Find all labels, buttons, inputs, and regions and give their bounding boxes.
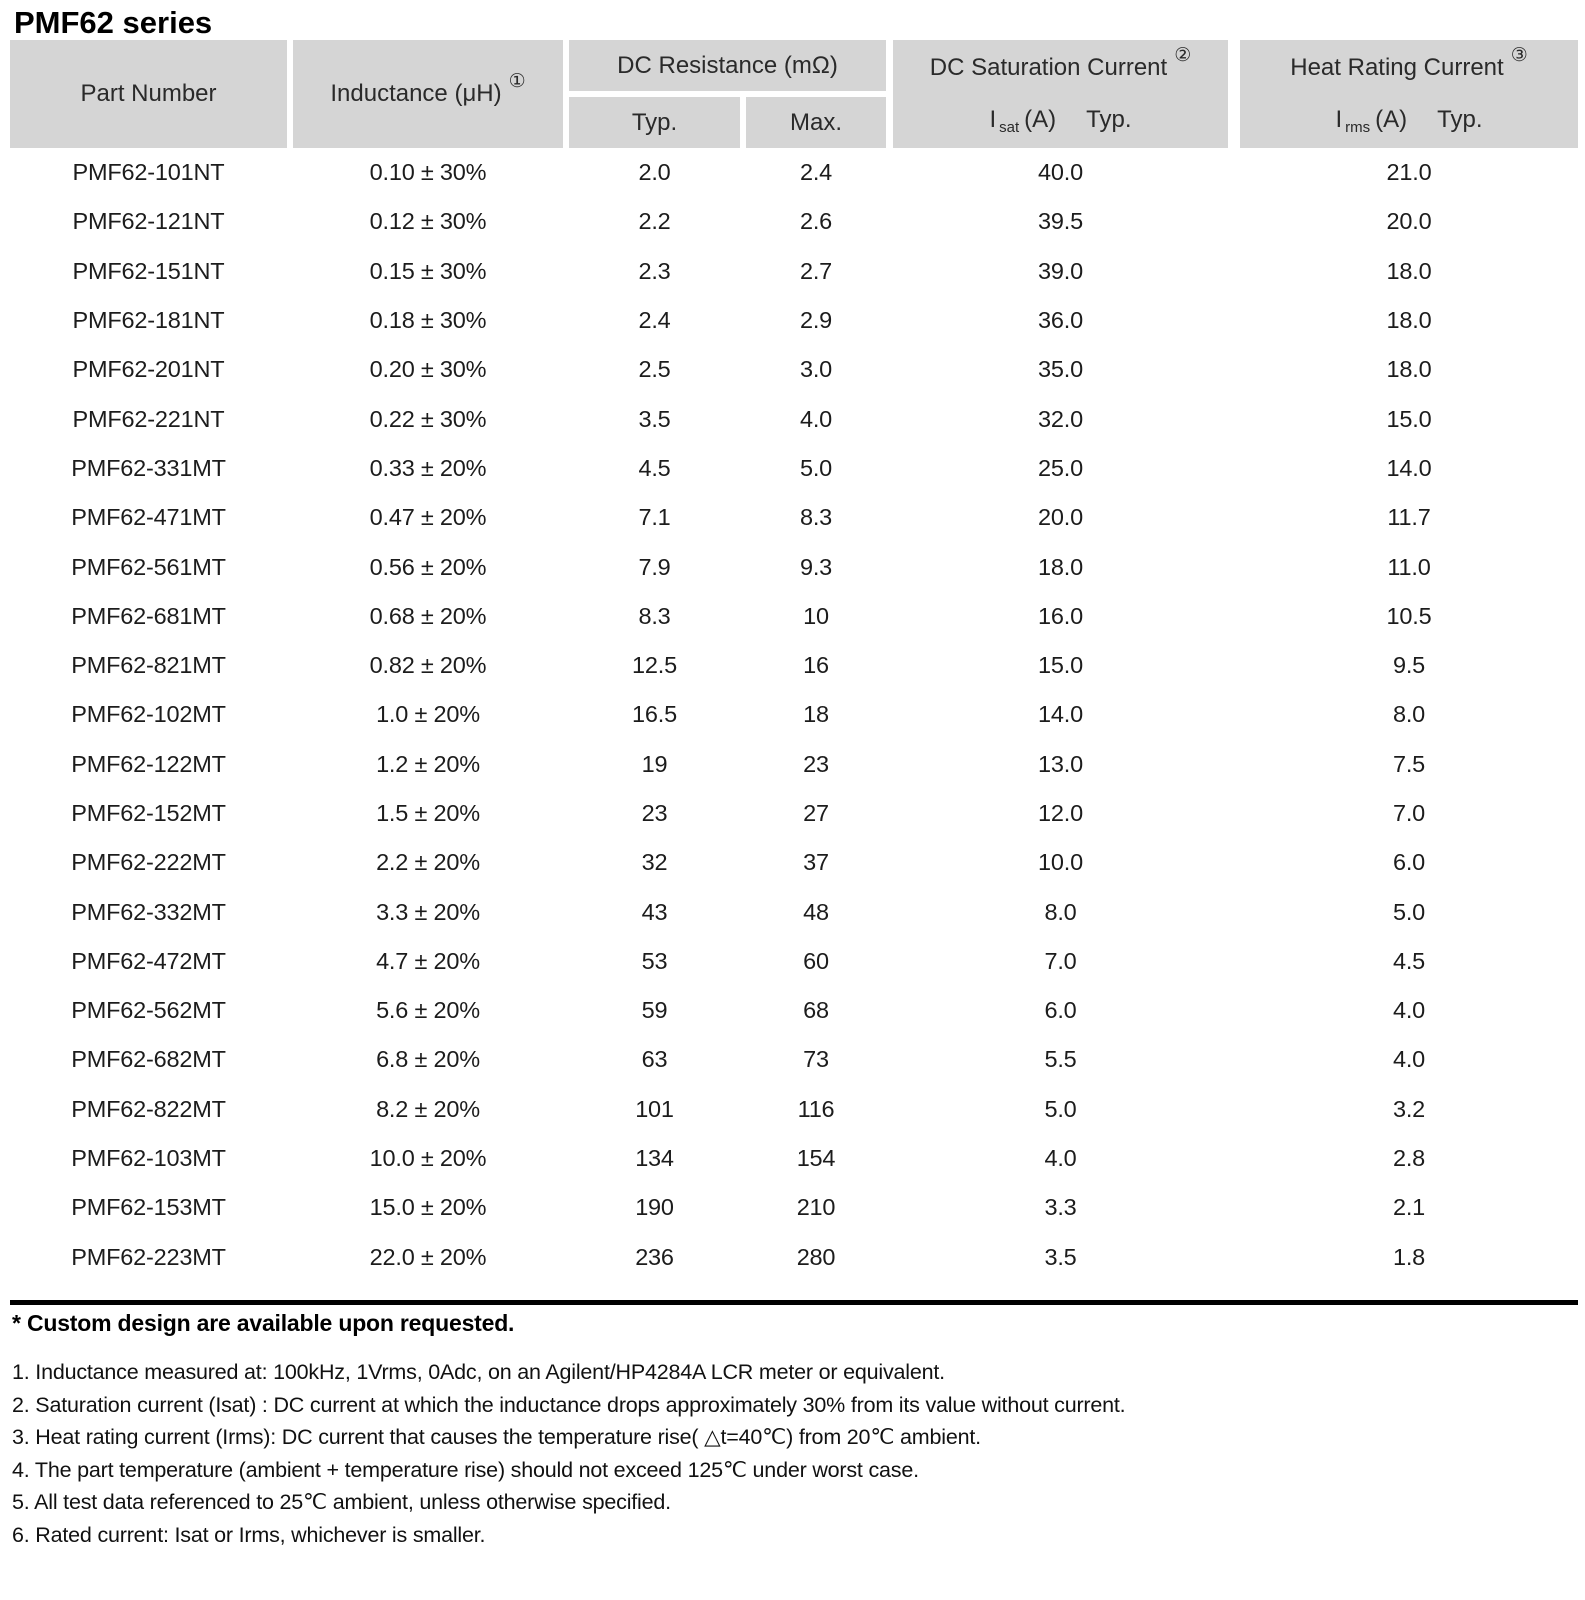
dcr-max-cell: 16	[803, 652, 829, 679]
inductance-cell: 22.0 ± 20%	[369, 1243, 487, 1270]
table-row	[10, 148, 1578, 197]
dcr-max-cell: 5.0	[799, 454, 833, 481]
table-row	[10, 838, 1578, 887]
part-number-cell: PMF62-221NT	[72, 405, 225, 432]
inductance-cell: 10.0 ± 20%	[369, 1145, 487, 1172]
part-number-cell: PMF62-121NT	[72, 208, 225, 235]
inductance-cell: 0.82 ± 20%	[369, 652, 487, 679]
dcr-typ-cell: 8.3	[638, 602, 671, 629]
header-dc-saturation-current	[893, 40, 1228, 148]
table-row	[10, 296, 1578, 345]
table-row	[10, 937, 1578, 986]
irms-cell: 18.0	[1386, 356, 1432, 383]
irms-cell: 1.8	[1392, 1243, 1426, 1270]
inductance-cell: 15.0 ± 20%	[369, 1194, 487, 1221]
dcr-typ-cell: 4.5	[638, 454, 671, 481]
table-body	[10, 148, 1578, 1282]
inductance-cell: 0.12 ± 30%	[369, 208, 487, 235]
dcr-max-cell: 2.4	[799, 159, 833, 186]
part-number-cell: PMF62-201NT	[72, 356, 225, 383]
dcr-typ-cell: 2.5	[638, 356, 671, 383]
inductance-cell: 1.0 ± 20%	[376, 701, 480, 728]
irms-cell: 5.0	[1392, 898, 1426, 925]
isat-cell: 25.0	[1038, 454, 1083, 481]
inductance-cell: 0.56 ± 20%	[369, 553, 487, 580]
part-number-cell: PMF62-561MT	[71, 553, 226, 580]
irms-subscript: rms	[1345, 118, 1371, 136]
header-isat-unit-row	[989, 106, 1131, 134]
irms-cell: 9.5	[1392, 652, 1426, 679]
irms-cell: 21.0	[1386, 159, 1432, 186]
dcr-max-cell: 4.0	[799, 405, 833, 432]
dcr-max-cell: 9.3	[799, 553, 833, 580]
part-number-cell: PMF62-331MT	[71, 454, 226, 481]
part-number-cell: PMF62-103MT	[71, 1145, 226, 1172]
isat-cell: 5.5	[1044, 1046, 1077, 1073]
part-number-cell: PMF62-821MT	[71, 652, 226, 679]
part-number-cell: PMF62-332MT	[71, 898, 226, 925]
irms-cell: 6.0	[1392, 849, 1426, 876]
part-number-cell: PMF62-102MT	[71, 701, 226, 728]
dcr-typ-cell: 7.1	[638, 504, 671, 531]
isat-cell: 7.0	[1044, 947, 1077, 974]
dcr-max-cell: 27	[803, 800, 829, 826]
dcr-typ-cell: 16.5	[632, 701, 677, 728]
dcr-typ-cell: 3.5	[638, 405, 671, 432]
isat-cell: 39.0	[1038, 257, 1083, 284]
table-row	[10, 592, 1578, 641]
table-row	[10, 1183, 1578, 1232]
irms-cell: 2.8	[1392, 1145, 1426, 1172]
isat-cell: 12.0	[1038, 800, 1083, 826]
isat-cell: 6.0	[1044, 997, 1077, 1024]
irms-cell: 7.5	[1392, 750, 1426, 777]
inductance-cell: 6.8 ± 20%	[376, 1046, 480, 1073]
table-row	[10, 1035, 1578, 1084]
footnote-ref-1: ①	[508, 70, 526, 92]
dcr-max-cell: 37	[803, 849, 829, 876]
dcr-typ-cell: 101	[635, 1095, 674, 1122]
dcr-max-cell: 210	[796, 1194, 836, 1221]
table-bottom-rule	[10, 1300, 1578, 1305]
dcr-max-cell: 73	[803, 1046, 829, 1073]
isat-cell: 13.0	[1038, 750, 1083, 777]
inductance-cell: 2.2 ± 20%	[376, 849, 480, 876]
isat-cell: 18.0	[1038, 553, 1083, 580]
inductance-cell: 1.2 ± 20%	[376, 750, 480, 777]
header-inductance	[293, 40, 563, 148]
irms-cell: 3.2	[1392, 1095, 1426, 1122]
footnote-ref-2: ②	[1174, 44, 1192, 66]
inductance-cell: 8.2 ± 20%	[376, 1095, 480, 1122]
dcr-max-cell: 116	[797, 1095, 835, 1122]
inductance-cell: 0.68 ± 20%	[369, 602, 487, 629]
isat-cell: 36.0	[1038, 307, 1083, 334]
inductance-cell: 0.10 ± 30%	[369, 159, 487, 186]
footnote-item: 3. Heat rating current (Irms): DC current that causes the temperature rise( △t=40℃) from 20℃ ambient.	[12, 1425, 981, 1449]
table-row	[10, 887, 1578, 936]
dcr-typ-cell: 190	[635, 1194, 674, 1221]
footnote-item: 1. Inductance measured at: 100kHz, 1Vrms, 0Adc, on an Agilent/HP4284A LCR meter or equivalent.	[12, 1360, 945, 1384]
header-irms-unit-row	[1335, 106, 1482, 134]
dcr-max-cell: 2.7	[799, 257, 833, 284]
dcr-typ-cell: 53	[641, 947, 668, 974]
dcr-typ-cell: 7.9	[638, 553, 671, 580]
inductance-cell: 0.18 ± 30%	[369, 307, 487, 334]
isat-cell: 3.5	[1044, 1243, 1077, 1270]
header-heat-rating-label: Heat Rating Current	[1290, 54, 1504, 81]
dcr-max-cell: 23	[803, 750, 829, 777]
dcr-max-cell: 2.6	[799, 208, 833, 235]
dcr-typ-cell: 2.0	[638, 159, 671, 186]
isat-cell: 39.5	[1038, 208, 1083, 235]
isat-cell: 15.0	[1038, 652, 1083, 679]
inductance-cell: 0.20 ± 30%	[369, 356, 487, 383]
isat-cell: 20.0	[1038, 504, 1083, 531]
part-number-cell: PMF62-223MT	[71, 1243, 226, 1270]
dcr-typ-cell: 23	[641, 800, 668, 826]
isat-unit: (A)	[1024, 106, 1057, 133]
isat-cell: 4.0	[1044, 1145, 1077, 1172]
header-heat-rating-title	[1290, 44, 1528, 82]
table-row	[10, 542, 1578, 591]
part-number-cell: PMF62-222MT	[71, 849, 226, 876]
part-number-cell: PMF62-152MT	[71, 800, 226, 826]
part-number-cell: PMF62-681MT	[71, 602, 226, 629]
inductance-cell: 5.6 ± 20%	[376, 997, 480, 1024]
footnote-item: 4. The part temperature (ambient + temperature rise) should not exceed 125℃ under worst case.	[12, 1457, 919, 1482]
dcr-typ-cell: 2.4	[638, 307, 671, 334]
dcr-max-cell: 3.0	[799, 356, 833, 383]
dcr-typ-cell: 43	[641, 898, 668, 925]
part-number-cell: PMF62-151NT	[72, 257, 225, 284]
inductance-cell: 3.3 ± 20%	[376, 898, 480, 925]
irms-cell: 20.0	[1386, 208, 1432, 235]
dcr-typ-cell: 59	[641, 997, 668, 1024]
irms-cell: 11.0	[1387, 553, 1431, 580]
dcr-max-cell: 18	[803, 701, 829, 728]
irms-cell: 10.5	[1386, 602, 1432, 629]
header-dc-resistance-typ: Typ.	[569, 97, 740, 148]
footnote-ref-3: ③	[1510, 44, 1528, 66]
footnote-list	[12, 1356, 1572, 1551]
table-row	[10, 394, 1578, 443]
part-number-cell: PMF62-101NT	[72, 159, 225, 186]
header-dc-resistance: DC Resistance (mΩ)	[569, 40, 886, 91]
isat-cell: 10.0	[1038, 849, 1083, 876]
irms-typ-label: Typ.	[1437, 106, 1483, 133]
isat-cell: 8.0	[1044, 898, 1077, 925]
footnote-item: 2. Saturation current (Isat) : DC current at which the inductance drops approximately 30% from its value without current.	[12, 1392, 1126, 1417]
dcr-max-cell: 280	[796, 1243, 836, 1270]
table-row	[10, 690, 1578, 739]
irms-cell: 8.0	[1392, 701, 1426, 728]
part-number-cell: PMF62-472MT	[71, 947, 226, 974]
table-row	[10, 1085, 1578, 1134]
irms-cell: 14.0	[1386, 454, 1432, 481]
part-number-cell: PMF62-682MT	[71, 1046, 226, 1073]
part-number-cell: PMF62-153MT	[71, 1194, 226, 1221]
dcr-typ-cell: 236	[635, 1243, 674, 1270]
table-row	[10, 641, 1578, 690]
irms-cell: 4.5	[1392, 947, 1426, 974]
irms-cell: 18.0	[1386, 307, 1432, 334]
header-part-number: Part Number	[10, 40, 287, 148]
isat-typ-label: Typ.	[1086, 106, 1132, 133]
part-number-cell: PMF62-562MT	[71, 997, 226, 1024]
dcr-max-cell: 68	[803, 997, 829, 1024]
dcr-typ-cell: 63	[641, 1046, 668, 1073]
part-number-cell: PMF62-122MT	[71, 750, 226, 777]
part-number-cell: PMF62-822MT	[71, 1095, 226, 1122]
inductance-cell: 0.22 ± 30%	[369, 405, 487, 432]
table-row	[10, 345, 1578, 394]
table-row	[10, 1233, 1578, 1282]
isat-cell: 35.0	[1038, 356, 1083, 383]
table-row	[10, 1134, 1578, 1183]
table-row	[10, 740, 1578, 789]
isat-cell: 14.0	[1038, 701, 1083, 728]
footnotes	[12, 1310, 1572, 1551]
isat-cell: 32.0	[1038, 405, 1083, 432]
table-row	[10, 444, 1578, 493]
dcr-max-cell: 10	[803, 602, 829, 629]
part-number-cell: PMF62-471MT	[71, 504, 226, 531]
irms-symbol: I	[1335, 106, 1343, 133]
table-row	[10, 493, 1578, 542]
header-dc-saturation-title	[929, 44, 1192, 82]
isat-cell: 40.0	[1038, 159, 1083, 186]
dcr-typ-cell: 134	[635, 1145, 674, 1172]
footnote-item: 5. All test data referenced to 25℃ ambient, unless otherwise specified.	[12, 1490, 671, 1514]
dcr-typ-cell: 32	[641, 849, 668, 876]
dcr-max-cell: 154	[796, 1145, 836, 1172]
isat-symbol: I	[989, 106, 997, 133]
footnote-item: 6. Rated current: Isat or Irms, whichever is smaller.	[12, 1522, 486, 1547]
header-inductance-label: Inductance (μH)	[330, 80, 502, 107]
irms-unit: (A)	[1375, 106, 1408, 133]
dcr-max-cell: 8.3	[799, 504, 833, 531]
dcr-typ-cell: 2.3	[638, 257, 671, 284]
dcr-typ-cell: 19	[641, 750, 668, 777]
part-number-cell: PMF62-181NT	[72, 307, 225, 334]
header-heat-rating-current	[1240, 40, 1578, 148]
table-row	[10, 789, 1578, 838]
dcr-max-cell: 48	[803, 898, 829, 925]
table-row	[10, 986, 1578, 1035]
irms-cell: 7.0	[1392, 800, 1426, 826]
irms-cell: 2.1	[1392, 1194, 1426, 1221]
irms-cell: 4.0	[1392, 1046, 1426, 1073]
isat-cell: 16.0	[1038, 602, 1083, 629]
dcr-max-cell: 2.9	[799, 307, 833, 334]
irms-cell: 4.0	[1392, 997, 1426, 1024]
table-row	[10, 197, 1578, 246]
isat-cell: 3.3	[1044, 1194, 1077, 1221]
inductance-cell: 0.47 ± 20%	[369, 504, 487, 531]
inductance-cell: 0.33 ± 20%	[369, 454, 487, 481]
irms-cell: 18.0	[1386, 257, 1432, 284]
dcr-typ-cell: 12.5	[632, 652, 677, 679]
page-title: PMF62 series	[14, 5, 213, 40]
header-dc-resistance-max: Max.	[746, 97, 886, 148]
table-row	[10, 247, 1578, 296]
isat-cell: 5.0	[1044, 1095, 1077, 1122]
inductance-cell: 4.7 ± 20%	[376, 947, 480, 974]
irms-cell: 11.7	[1387, 504, 1431, 531]
dcr-max-cell: 60	[803, 947, 829, 974]
irms-cell: 15.0	[1386, 405, 1432, 432]
isat-subscript: sat	[999, 118, 1020, 136]
inductance-cell: 1.5 ± 20%	[376, 800, 480, 826]
inductance-cell: 0.15 ± 30%	[369, 257, 487, 284]
dcr-typ-cell: 2.2	[638, 208, 671, 235]
header-dc-saturation-label: DC Saturation Current	[929, 54, 1168, 81]
footnote-custom-design: * Custom design are available upon requested.	[12, 1310, 515, 1336]
